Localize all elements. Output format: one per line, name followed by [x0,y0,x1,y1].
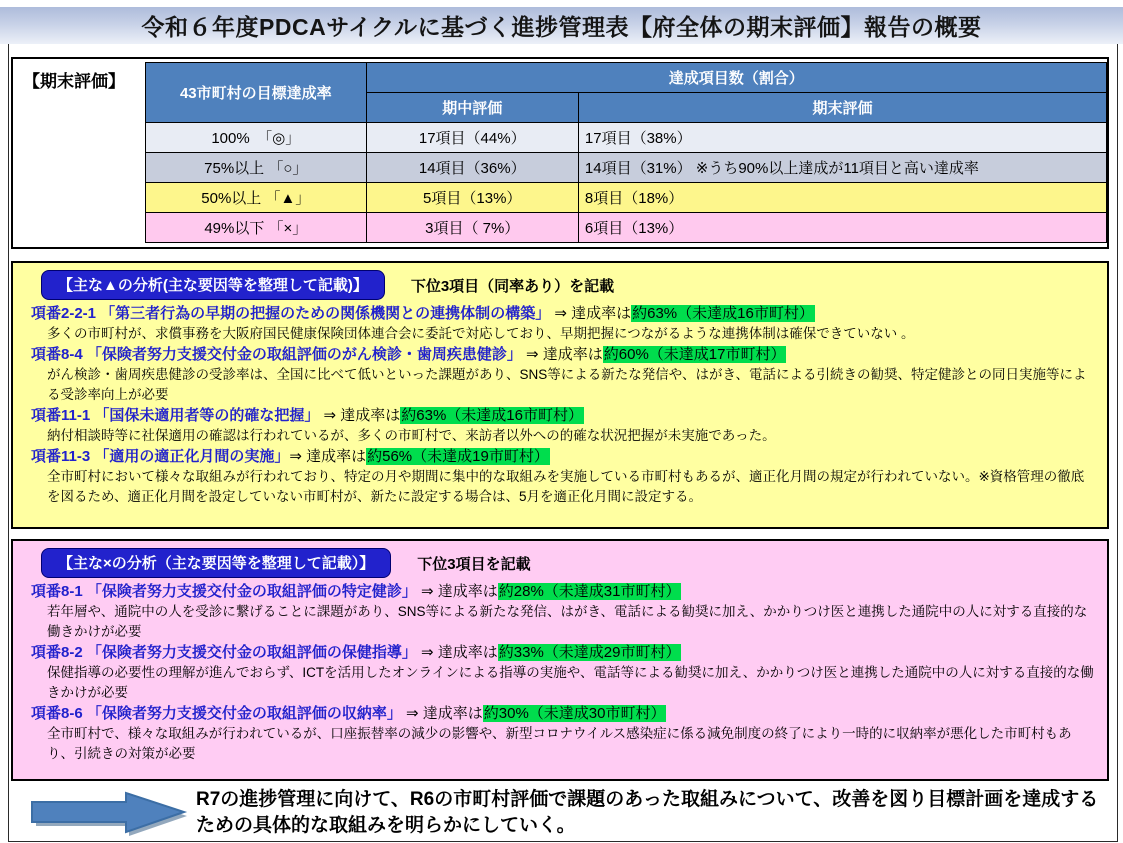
table-header-final-eval: 期末評価 [578,93,1106,123]
final-cell: 14項目（31%） ※うち90%以上達成が11項目と高い達成率 [578,153,1106,183]
item-heading: 項番11-3 「適用の適正化月間の実施」 [31,448,290,465]
table-row [146,153,1107,183]
page-title: 令和６年度PDCAサイクルに基づく進捗管理表【府全体の期末評価】報告の概要 [141,14,982,40]
cross-analysis-header [41,548,1097,578]
final-cell: 8項目（18%） [578,183,1106,213]
item-lead: ⇒ 達成率は [401,705,483,722]
title-banner [0,7,1123,44]
item-highlight: 約28%（未達成31市町村） [498,583,681,600]
table-header-achievement-rate: 43市町村の目標達成率 [146,63,367,123]
mid-cell: 17項目（44%） [366,123,578,153]
arrow-right-icon [28,791,190,837]
triangle-analysis-panel [11,261,1109,529]
analysis-item [31,642,1097,703]
item-lead: ⇒ 達成率は [521,346,603,363]
item-highlight: 約60%（未達成17市町村） [603,346,786,363]
item-highlight: 約33%（未達成29市町村） [498,644,681,661]
rate-cell: 75%以上 「○」 [146,153,367,183]
cross-analysis-badge: 【主な×の分析（主な要因等を整理して記載）】 [41,548,391,578]
analysis-item [31,405,1097,446]
item-body: 若年層や、通院中の人を受診に繋げることに課題があり、SNS等による新たな発信、はがき、電話による勧奨に加え、かかりつけ医と連携した通院中の人に対する直接的な働きかけが必要 [47,604,1088,639]
table-header-achieved-items: 達成項目数（割合） [366,63,1106,93]
analysis-item [31,344,1097,405]
table-row [146,183,1107,213]
table-header-mid-eval: 期中評価 [366,93,578,123]
triangle-analysis-header [41,270,1097,300]
mid-cell: 5項目（13%） [366,183,578,213]
conclusion-text: R7の進捗管理に向けて、R6の市町村評価で課題のあった取組みについて、改善を図り目標計画を達成するための具体的な取組みを明らかにしていく。 [196,789,1099,836]
mid-cell: 14項目（36%） [366,153,578,183]
final-cell: 6項目（13%） [578,213,1106,243]
item-lead: ⇒ 達成率は [416,583,498,600]
analysis-item [31,703,1097,764]
item-heading: 項番11-1 「国保未適用者等の的確な把握」 [31,407,320,424]
item-body: がん検診・歯周疾患健診の受診率は、全国に比べて低いといった課題があり、SNS等による新たな発信や、はがき、電話による引続きの勧奨、特定健診との同日実施等による受診率向上が必要 [47,367,1087,402]
final-evaluation-label: 【期末評価】 [23,72,125,91]
item-body: 多くの市町村が、求償事務を大阪府国民健康保険団体連合会に委託で対応しており、早期把握につながるような連携体制は確保できていない 。 [47,326,915,341]
rate-cell: 50%以上 「▲」 [146,183,367,213]
table-row [146,123,1107,153]
achievement-table [145,62,1107,243]
cross-analysis-panel [11,539,1109,781]
item-highlight: 約30%（未達成30市町村） [483,705,666,722]
item-heading: 項番8-2 「保険者努力支援交付金の取組評価の保健指導」 [31,644,417,661]
rate-cell: 49%以下 「×」 [146,213,367,243]
item-body: 全市町村において様々な取組みが行われており、特定の月や期間に集中的な取組みを実施している市町村もあるが、適正化月間の規定が行われていない。※資格管理の徹底を図るため、適正化月間を設定していない市町村が、新たに設定する場合は、5月を適正化月間に設定する。 [47,469,1085,504]
triangle-analysis-note: 下位3項目（同率あり）を記載 [410,277,615,295]
item-highlight: 約63%（未達成16市町村） [401,407,583,424]
item-lead: ⇒ 達成率は [550,305,632,322]
item-lead: ⇒ 達成率は [319,407,401,424]
analysis-item [31,446,1097,507]
item-heading: 項番8-1 「保険者努力支援交付金の取組評価の特定健診」 [31,583,417,600]
final-evaluation-section [11,57,1109,249]
item-lead: ⇒ 達成率は [416,644,498,661]
item-body: 全市町村で、様々な取組みが行われているが、口座振替率の減少の影響や、新型コロナウイルス感染症に係る減免制度の終了により一時的に収納率が悪化した市町村もあり、引続きの対策が必要 [47,726,1072,761]
cross-analysis-note: 下位3項目を記載 [417,555,531,573]
item-highlight: 約63%（未達成16市町村） [632,305,814,322]
rate-cell: 100% 「◎」 [146,123,367,153]
item-body: 保健指導の必要性の理解が進んでおらず、ICTを活用したオンラインによる指導の実施や、電話等による勧奨に加え、かかりつけ医と連携した通院中の人に対する直接的な働きかけが必要 [47,665,1094,700]
item-heading: 項番8-6 「保険者努力支援交付金の取組評価の収納率」 [31,705,402,722]
analysis-item [31,303,1097,344]
mid-cell: 3項目（ 7%） [366,213,578,243]
item-heading: 項番2-2-1 「第三者行為の早期の把握のための関係機関との連携体制の構築」 [31,305,551,322]
item-heading: 項番8-4 「保険者努力支援交付金の取組評価のがん検診・歯周疾患健診」 [31,346,522,363]
item-lead: ⇒ 達成率は [289,448,367,465]
analysis-item [31,581,1097,642]
table-row [146,213,1107,243]
triangle-analysis-badge: 【主な▲の分析(主な要因等を整理して記載)】 [41,270,385,300]
item-body: 納付相談時等に社保適用の確認は行われているが、多くの市町村で、来訪者以外への的確な状況把握が未実施であった。 [47,428,776,443]
item-highlight: 約56%（未達成19市町村） [367,448,549,465]
final-cell: 17項目（38%） [578,123,1106,153]
